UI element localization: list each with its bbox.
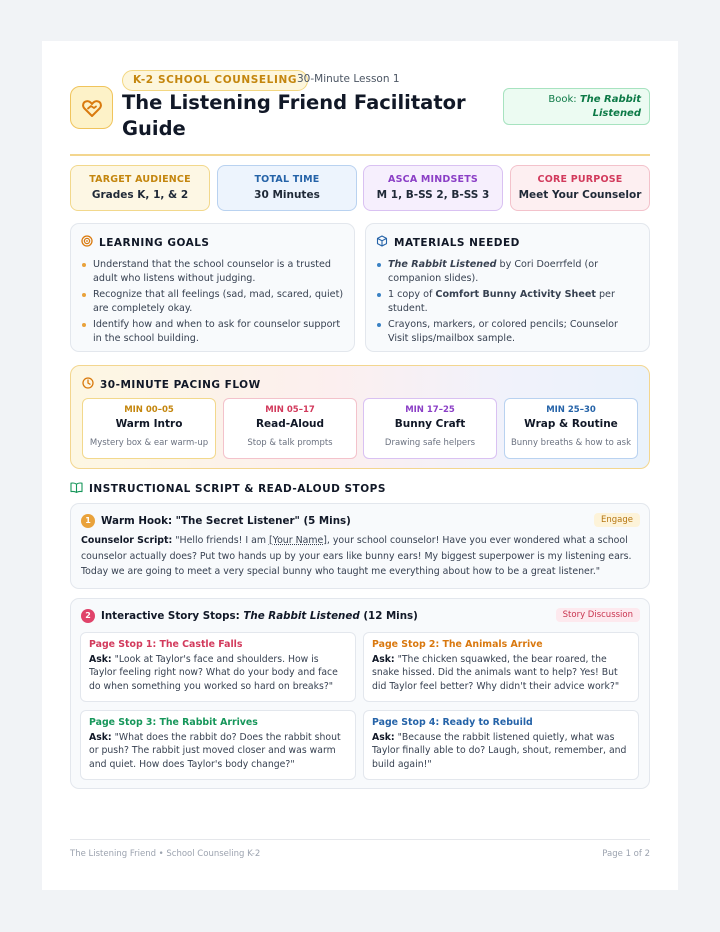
lesson-label: 30-Minute Lesson 1 — [297, 73, 400, 85]
list-item: Understand that the school counselor is a trusted adult who listens without judging. — [81, 258, 344, 285]
page-stop — [80, 710, 356, 780]
pacing-desc: Bunny breaths & how to ask — [510, 438, 632, 448]
pacing-flow — [70, 365, 650, 469]
list-item: The Rabbit Listened by Cori Doerrfeld (or companion slides). — [376, 258, 639, 285]
stat-asca-mindsets — [363, 165, 503, 211]
stat-value: Meet Your Counselor — [518, 189, 642, 201]
pacing-time: MIN 00–05 — [124, 405, 174, 415]
pacing-desc: Drawing safe helpers — [384, 438, 476, 448]
page-stop-question: Ask: "The chicken squawked, the bear roared, the snake hissed. Did the animals want to help? Yes! But did Taylor feel better? Why didn't their advice work?" — [372, 654, 620, 692]
learning-goals-card — [70, 223, 355, 352]
page-stop-title: Page Stop 2: The Animals Arrive — [372, 639, 543, 650]
cube-icon — [376, 235, 388, 250]
category-badge: K-2 SCHOOL COUNSELING — [122, 70, 308, 91]
warm-hook-card — [70, 503, 650, 589]
stat-label: ASCA MINDSETS — [388, 174, 478, 185]
page-stop-title: Page Stop 3: The Rabbit Arrives — [89, 717, 258, 728]
stat-label: TARGET AUDIENCE — [89, 174, 191, 185]
story-stops-card — [70, 598, 650, 789]
activity-sheet: Comfort Bunny Activity Sheet — [435, 289, 596, 300]
guide-page — [42, 41, 678, 890]
page-number: Page 1 of 2 — [602, 849, 650, 859]
learning-goals-list — [81, 258, 344, 345]
list-item: 1 copy of Comfort Bunny Activity Sheet per student. — [376, 288, 639, 315]
story-stops-heading: 2 Interactive Story Stops: The Rabbit Listened (12 Mins) — [81, 609, 418, 623]
materials-card — [365, 223, 650, 352]
learning-goals-heading: LEARNING GOALS — [81, 235, 344, 250]
pacing-step — [504, 398, 638, 459]
book-title: The Rabbit Listened — [388, 259, 497, 270]
page-stop-question: Ask: "Look at Taylor's face and shoulders. How is Taylor feeling right now? What do your body and face do when something you worked so hard on breaks?" — [89, 654, 338, 692]
page-title: The Listening Friend Facilitator Guide — [122, 91, 466, 140]
stat-value: 30 Minutes — [254, 189, 320, 201]
open-book-icon — [70, 482, 83, 496]
footer-left: The Listening Friend • School Counseling K-2 — [70, 849, 261, 859]
clock-icon — [82, 377, 94, 392]
pacing-name: Warm Intro — [115, 418, 183, 430]
pacing-step — [363, 398, 497, 459]
stat-core-purpose — [510, 165, 650, 211]
pacing-name: Wrap & Routine — [524, 418, 618, 430]
materials-heading: MATERIALS NEEDED — [376, 235, 639, 250]
book-title: The Rabbit Listened — [579, 94, 641, 119]
stat-label: TOTAL TIME — [254, 174, 320, 185]
page-stop — [363, 710, 639, 780]
warm-hook-heading: 1 Warm Hook: "The Secret Listener" (5 Mins) — [81, 514, 351, 528]
stat-value: M 1, B-SS 2, B-SS 3 — [376, 189, 490, 201]
pacing-heading: 30-MINUTE PACING FLOW — [82, 377, 261, 392]
list-item: Crayons, markers, or colored pencils; Counselor Visit slips/mailbox sample. — [376, 318, 639, 345]
book-badge — [503, 88, 650, 125]
script-label: Counselor Script: — [81, 535, 173, 546]
page-stop — [363, 632, 639, 702]
header-divider — [70, 154, 650, 156]
page-stop-title: Page Stop 4: Ready to Rebuild — [372, 717, 533, 728]
target-icon — [81, 235, 93, 250]
story-discussion-tag: Story Discussion — [556, 608, 640, 622]
counselor-script: Counselor Script: "Hello friends! I am [Your Name], your school counselor! Have you ever wondered what a school counselor actually does? Put two hands up by your ears like bunny ears! My biggest superpower is my listening ears. Today we are going to meet a very special bunny who taught me everything about how to be a great listener." — [81, 535, 632, 577]
page-stop-title: Page Stop 1: The Castle Falls — [89, 639, 243, 650]
pacing-desc: Mystery box & ear warm-up — [89, 438, 209, 448]
pacing-time: MIN 17–25 — [405, 405, 455, 415]
stat-label: CORE PURPOSE — [537, 174, 623, 185]
page-stop — [80, 632, 356, 702]
script-heading: INSTRUCTIONAL SCRIPT & READ-ALOUD STOPS — [70, 482, 386, 496]
pacing-step — [223, 398, 357, 459]
heart-hands-icon — [70, 86, 113, 129]
name-placeholder: [Your Name] — [268, 535, 327, 546]
materials-list — [376, 258, 639, 345]
pacing-name: Read-Aloud — [255, 418, 325, 430]
step-number: 1 — [81, 514, 95, 528]
stat-value: Grades K, 1, & 2 — [91, 189, 189, 201]
page-stop-question: Ask: "Because the rabbit listened quietly, what was Taylor finally able to do? Laugh, shout, remember, and build again!" — [372, 732, 627, 770]
pacing-name: Bunny Craft — [394, 418, 466, 430]
list-item: Identify how and when to ask for counselor support in the school building. — [81, 318, 344, 345]
engage-tag: Engage — [594, 513, 640, 527]
pacing-step — [82, 398, 216, 459]
page-stop-question: Ask: "What does the rabbit do? Does the rabbit shout or push? The rabbit just moved closer and was warm and quiet. How does Taylor's body change?" — [89, 732, 341, 770]
pacing-time: MIN 05–17 — [265, 405, 315, 415]
book-title: The Rabbit Listened — [243, 610, 360, 622]
stat-total-time — [217, 165, 357, 211]
list-item: Recognize that all feelings (sad, mad, scared, quiet) are completely okay. — [81, 288, 344, 315]
footer-divider — [70, 839, 650, 840]
stat-target-audience — [70, 165, 210, 211]
book-label: Book: — [548, 94, 577, 105]
pacing-desc: Stop & talk prompts — [247, 438, 333, 448]
step-number: 2 — [81, 609, 95, 623]
pacing-time: MIN 25–30 — [546, 405, 596, 415]
